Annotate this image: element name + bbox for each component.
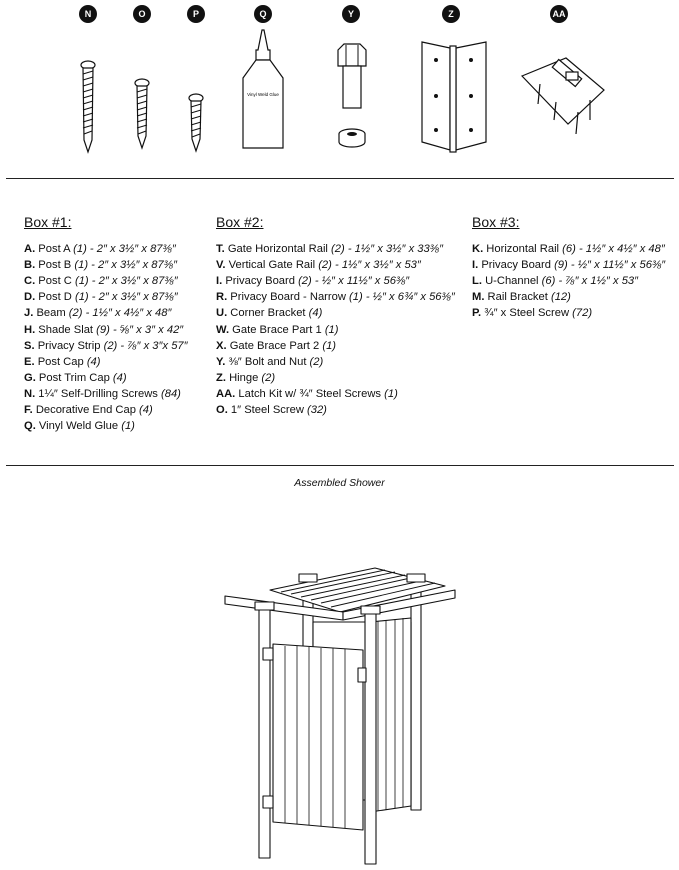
list-item: T. Gate Horizontal Rail (2) - 1½″ x 3½″ x 33⅜″ <box>216 243 444 256</box>
latch-kit-icon <box>518 54 608 154</box>
part-badge-z: Z <box>442 5 460 23</box>
box-3 <box>472 214 665 322</box>
part-badge-p: P <box>187 5 205 23</box>
list-item: P. ¾″ x Steel Screw (72) <box>472 307 593 320</box>
part-badge-q: Q <box>254 5 272 23</box>
list-item: K. Horizontal Rail (6) - 1½″ x 4½″ x 48″ <box>472 243 665 256</box>
part-badge-aa: AA <box>550 5 568 23</box>
list-item: C. Post C (1) - 2″ x 3½″ x 87⅜″ <box>24 275 178 288</box>
list-item: R. Privacy Board - Narrow (1) - ½″ x 6¾″ x 56⅜″ <box>216 291 455 304</box>
front-left-post <box>259 608 270 858</box>
box-3-title: Box #3: <box>472 214 520 230</box>
gate <box>273 644 363 830</box>
list-item: L. U-Channel (6) - ⅞″ x 1½″ x 53″ <box>472 275 639 288</box>
box-1-title: Box #1: <box>24 214 72 230</box>
list-item: W. Gate Brace Part 1 (1) <box>216 323 339 336</box>
box-2-title: Box #2: <box>216 214 264 230</box>
box-1 <box>24 214 188 434</box>
front-right-post <box>365 612 376 864</box>
list-item: D. Post D (1) - 2″ x 3½″ x 87⅜″ <box>24 291 178 304</box>
part-badge-n: N <box>79 5 97 23</box>
part-badge-o: O <box>133 5 151 23</box>
figure-caption: Assembled Shower <box>294 477 385 489</box>
list-item: F. Decorative End Cap (4) <box>24 404 153 417</box>
parts-strip <box>0 0 679 175</box>
list-item: M. Rail Bracket (12) <box>472 291 571 304</box>
list-item: H. Shade Slat (9) - ⅝″ x 3″ x 42″ <box>24 323 184 336</box>
box-2 <box>216 214 455 418</box>
bolt-and-nut-icon <box>332 42 372 154</box>
hinge-icon <box>412 38 494 154</box>
list-item: I. Privacy Board (9) - ½″ x 11½″ x 56⅜″ <box>472 259 666 272</box>
list-item: E. Post Cap (4) <box>24 355 101 368</box>
back-right-post <box>411 580 421 810</box>
box-1-list <box>24 241 188 434</box>
list-item: O. 1″ Steel Screw (32) <box>216 404 327 417</box>
list-item: Q. Vinyl Weld Glue (1) <box>24 420 135 433</box>
list-item: J. Beam (2) - 1½″ x 4½″ x 48″ <box>24 307 172 320</box>
box-3-list <box>472 241 665 321</box>
glue-bottle-icon <box>240 28 286 152</box>
list-item: B. Post B (1) - 2″ x 3½″ x 87⅜″ <box>24 259 178 272</box>
list-item: S. Privacy Strip (2) - ⅞″ x 3″x 57″ <box>24 339 188 352</box>
short-screw-icon <box>186 93 206 153</box>
glue-label: Vinyl Weld Glue <box>247 92 279 97</box>
long-screw-icon <box>78 60 98 155</box>
assembled-shower-illustration <box>215 560 465 865</box>
box-2-list <box>216 241 455 418</box>
list-item: X. Gate Brace Part 2 (1) <box>216 339 337 352</box>
list-item: Z. Hinge (2) <box>216 371 276 384</box>
list-item: A. Post A (1) - 2″ x 3½″ x 87⅜″ <box>24 243 176 256</box>
medium-screw-icon <box>132 78 152 150</box>
divider-bottom <box>6 465 674 466</box>
list-item: U. Corner Bracket (4) <box>216 307 323 320</box>
divider-top <box>6 178 674 179</box>
list-item: AA. Latch Kit w/ ¾″ Steel Screws (1) <box>216 387 398 400</box>
part-badge-y: Y <box>342 5 360 23</box>
list-item: I. Privacy Board (2) - ½″ x 11½″ x 56⅜″ <box>216 275 410 288</box>
list-item: G. Post Trim Cap (4) <box>24 371 127 384</box>
list-item: V. Vertical Gate Rail (2) - 1½″ x 3½″ x 53″ <box>216 259 421 272</box>
list-item: Y. ⅜″ Bolt and Nut (2) <box>216 355 324 368</box>
list-item: N. 1¼″ Self-Drilling Screws (84) <box>24 387 181 400</box>
